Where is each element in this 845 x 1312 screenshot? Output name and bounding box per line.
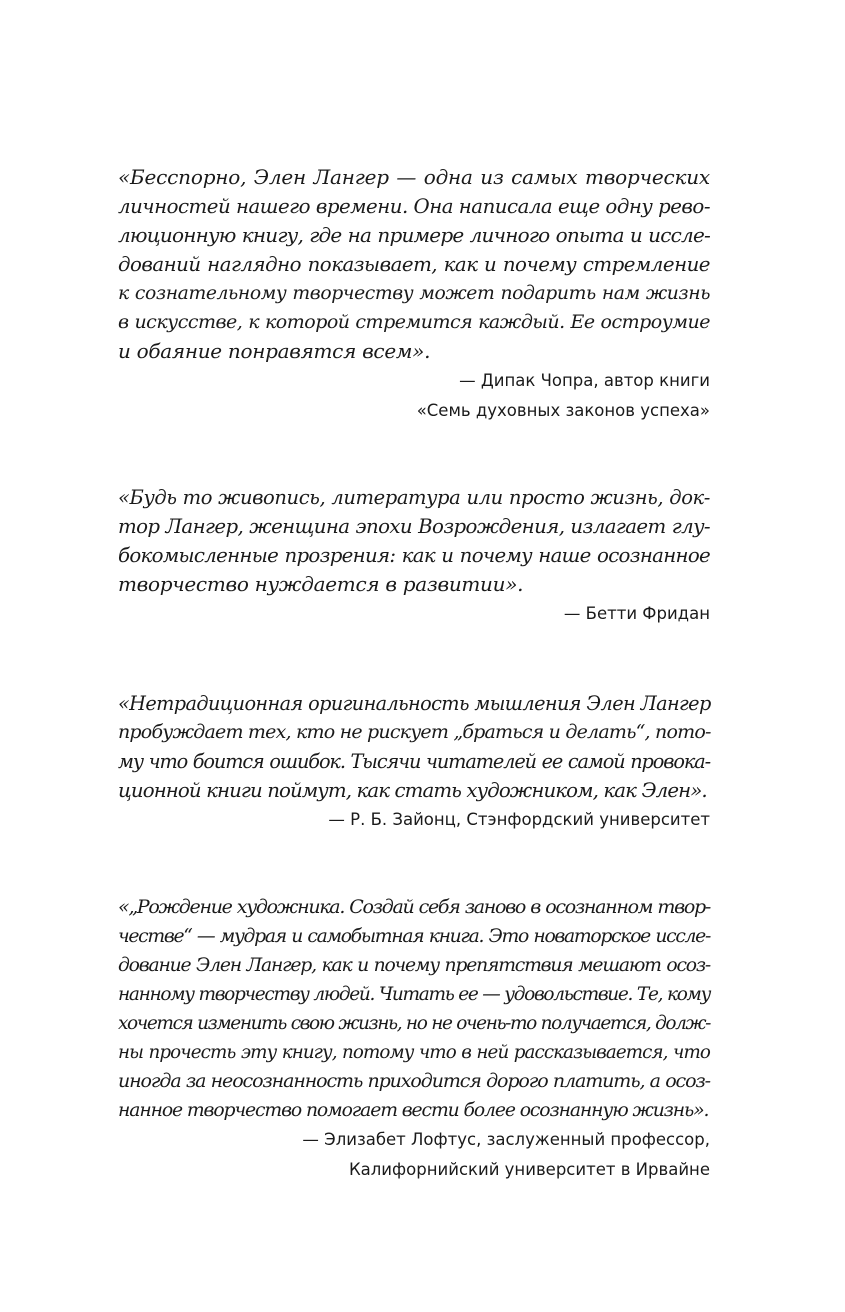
quote-line: дование Элен Лангер, как и почему препятствия мешают осоз- (118, 955, 710, 976)
attribution-line: — Р. Б. Зайонц, Стэнфордский университет (328, 810, 710, 829)
testimonial-attribution (118, 805, 710, 835)
quote-line: дований наглядно показывает, как и почему стремление (118, 253, 710, 276)
testimonial-friedan (118, 483, 710, 629)
quote-line: бокомысленные прозрения: как и почему наше осознанное (118, 544, 710, 567)
quote-line: «„Рождение художника. Создай себя заново в осознанном твор- (118, 896, 710, 918)
testimonial-quote (118, 689, 710, 805)
testimonial-quote (118, 483, 710, 599)
quote-line: хочется изменить свою жизнь, но не очень-то получается, долж- (118, 1013, 710, 1034)
attribution-line: «Семь духовных законов успеха» (416, 401, 710, 420)
testimonial-attribution (118, 366, 710, 426)
quote-line: честве“ — мудрая и самобытная книга. Это новаторское иссле- (118, 926, 710, 947)
testimonial-zajonc (118, 689, 710, 835)
quote-line: «Нетрадиционная оригинальность мышления Элен Лангер (118, 692, 711, 715)
testimonial-attribution (118, 1125, 710, 1185)
quote-line: ны прочесть эту книгу, потому что в ней рассказывается, что (118, 1042, 710, 1063)
testimonial-quote (118, 893, 710, 1125)
testimonial-chopra (118, 163, 710, 426)
testimonial-quote (118, 163, 710, 366)
quote-line: пробуждает тех, кто не рискует „браться и делать“, пото- (118, 721, 711, 743)
attribution-line: — Дипак Чопра, автор книги (459, 371, 710, 390)
quote-line: творчество нуждается в развитии». (118, 572, 524, 596)
quote-line: нанному творчеству людей. Читать ее — удовольствие. Те, кому (118, 984, 710, 1005)
quote-line: тор Лангер, женщина эпохи Возрождения, излагает глу- (118, 515, 710, 538)
quote-line: и обаяние понравятся всем». (118, 339, 431, 363)
quote-line: «Будь то живопись, литература или просто жизнь, док- (118, 486, 710, 509)
quote-line: люционную книгу, где на примере личного опыта и иссле- (118, 223, 710, 247)
testimonial-loftus (118, 893, 710, 1185)
quote-line: личностей нашего времени. Она написала еще одну рево- (118, 195, 710, 218)
testimonial-attribution (118, 599, 710, 629)
attribution-line: — Элизабет Лофтус, заслуженный профессор, (302, 1130, 710, 1149)
quote-line: му что боится ошибок. Тысячи читателей ее самой провока- (118, 750, 710, 773)
quote-line: иногда за неосознанность приходится дорого платить, а осоз- (118, 1070, 710, 1092)
quote-line: «Бесспорно, Элен Лангер — одна из самых творческих (118, 165, 710, 189)
quote-line: в искусстве, к которой стремится каждый. Ее остроумие (118, 311, 710, 333)
quote-line: нанное творчество помогает вести более осознанную жизнь». (118, 1100, 709, 1121)
quote-line: ционной книги поймут, как стать художником, как Элен». (118, 779, 707, 802)
attribution-line: Калифорнийский университет в Ирвайне (348, 1160, 710, 1179)
quote-line: к сознательному творчеству может подарить нам жизнь (118, 283, 710, 304)
attribution-line: — Бетти Фридан (563, 604, 710, 623)
